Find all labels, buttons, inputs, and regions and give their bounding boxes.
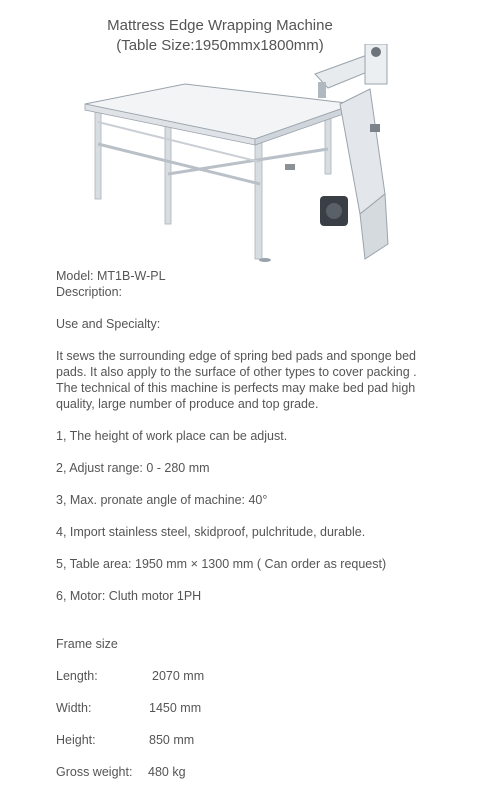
frame-row-value: 480 kg [148,765,186,779]
description-label: Description: [56,285,122,299]
mattress-edge-machine-illustration [70,44,430,264]
model-label: Model: MT1B-W-PL [56,269,166,283]
feature-item: 6, Motor: Cluth motor 1PH [56,589,202,603]
frame-row-label: Gross weight: [56,765,133,779]
paragraph-line-3: The technical of this machine is perfects may make bed pad high [56,381,416,395]
paragraph-line-1: It sews the surrounding edge of spring bed pads and sponge bed [56,349,416,363]
use-heading: Use and Specialty: [56,317,161,331]
page-title-line-1: Mattress Edge Wrapping Machine [107,17,333,34]
feature-item: 3, Max. pronate angle of machine: 40° [56,493,268,507]
page-title-line-2: (Table Size:1950mmx1800mm) [116,37,324,54]
frame-row-label: Height: [56,733,96,747]
paragraph-line-2: pads. It also apply to the surface of other types to cover packing . [56,365,417,379]
feature-item: 1, The height of work place can be adjust. [56,429,288,443]
feature-item: 4, Import stainless steel, skidproof, pulchritude, durable. [56,525,366,539]
frame-size-heading: Frame size [56,637,118,651]
frame-row-label: Length: [56,669,98,683]
paragraph-line-4: quality, large number of produce and top grade. [56,397,319,411]
frame-row-value: 850 mm [149,733,195,747]
feature-item: 2, Adjust range: 0 - 280 mm [56,461,210,475]
feature-item: 5, Table area: 1950 mm × 1300 mm ( Can order as request) [56,557,387,571]
frame-row-value: 2070 mm [152,669,205,683]
frame-row-value: 1450 mm [149,701,202,715]
frame-row-label: Width: [56,701,92,715]
